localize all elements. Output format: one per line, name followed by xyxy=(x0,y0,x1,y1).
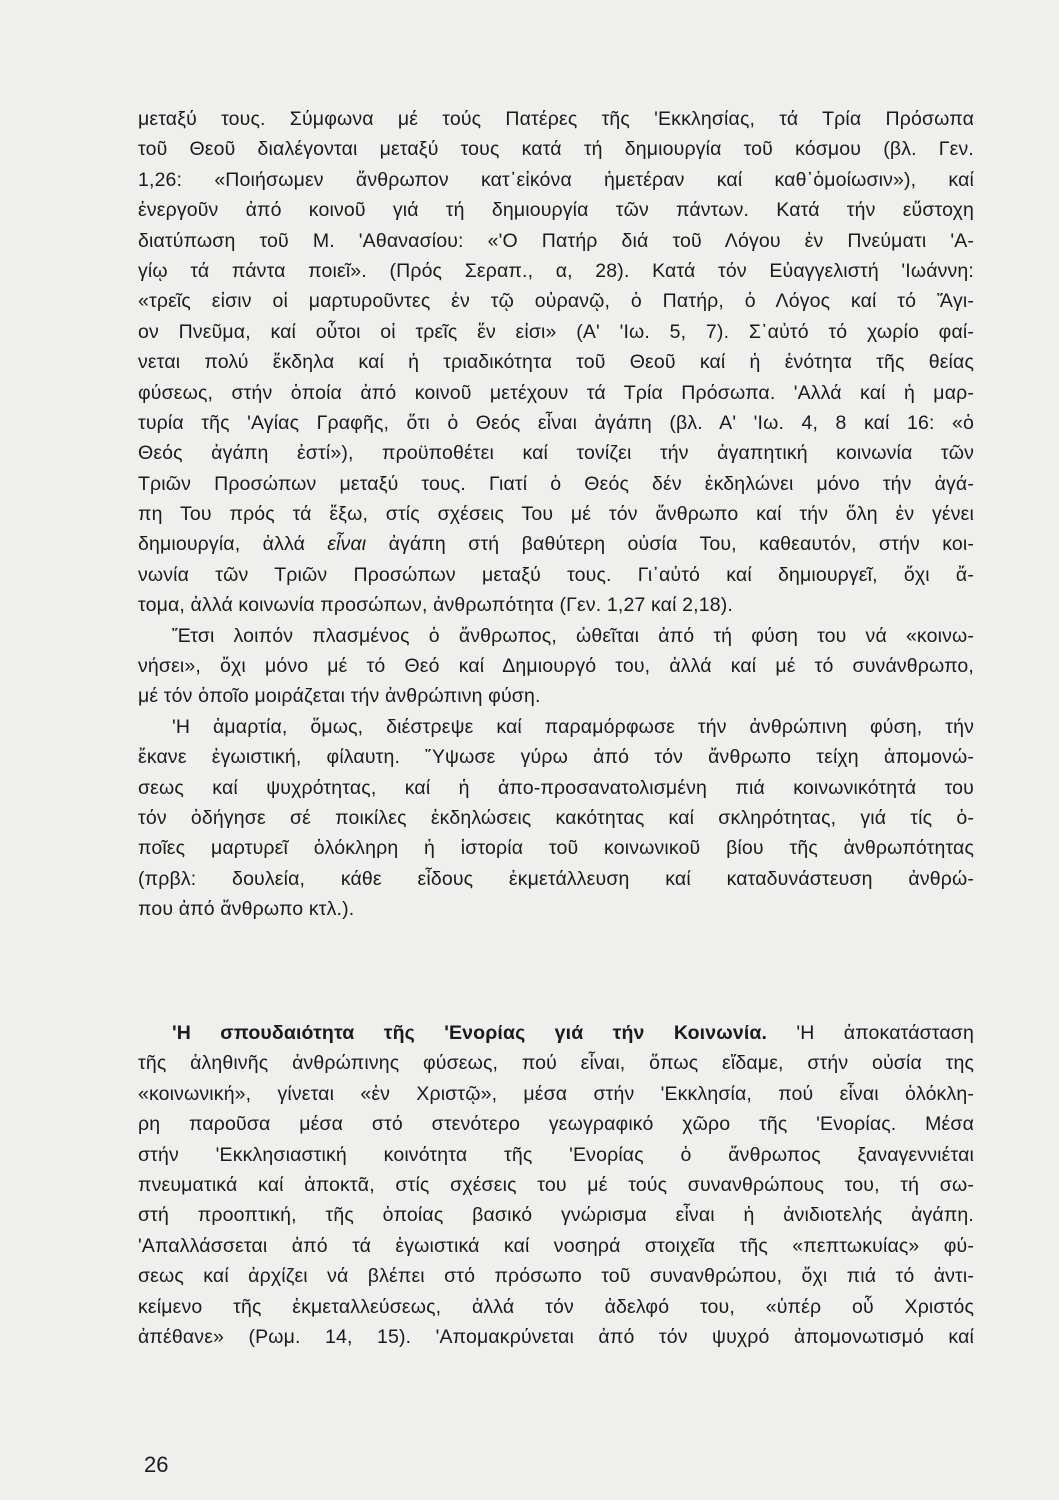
text-line: Τριῶν Προσώπων μεταξύ τους. Γιατί ὁ Θεός δέν ἐκδηλώνει μόνο τήν ἀγά- xyxy=(138,472,974,495)
text-line: ον Πνεῦμα, καί οὗτοι οἱ τρεῖς ἕν εἰσι» (Α' 'Ιω. 5, 7). Σ᾽αὐτό τό χωρίο φαί- xyxy=(138,320,974,343)
text-line: τομα, ἀλλά κοινωνία προσώπων, ἀνθρωπότητα (Γεν. 1,27 καί 2,18). xyxy=(138,594,733,617)
text-line: φύσεως, στήν ὁποία ἀπό κοινοῦ μετέχουν τά Τρία Πρόσωπα. 'Αλλά καί ἡ μαρ- xyxy=(138,381,974,404)
text-line-with-italic xyxy=(138,529,974,559)
text-line: που ἀπό ἄνθρωπο κτλ.). xyxy=(138,898,355,921)
section-heading: 'Η σπουδαιότητα τῆς 'Ενορίας γιά τήν Κοινωνία. xyxy=(172,1022,768,1044)
text-line: σεως καί ἀρχίζει νά βλέπει στό πρόσωπο τοῦ συνανθρώπου, ὄχι πιά τό ἀντι- xyxy=(138,1265,974,1288)
text-line: ἀπέθανε» (Ρωμ. 14, 15). 'Απομακρύνεται ἀπό τόν ψυχρό ἀπομονωτισμό καί xyxy=(138,1325,974,1348)
text-line: διατύπωση τοῦ Μ. 'Αθανασίου: «'Ο Πατήρ διά τοῦ Λόγου ἐν Πνεύματι 'Α- xyxy=(138,229,974,252)
text-line: ποῖες μαρτυρεῖ ὁλόκληρη ἡ ἱστορία τοῦ κοινωνικοῦ βίου τῆς ἀνθρωπότητας xyxy=(138,837,974,860)
section-text-block xyxy=(138,1018,974,1352)
text-line: τοῦ Θεοῦ διαλέγονται μεταξύ τους κατά τή δημιουργία τοῦ κόσμου (βλ. Γεν. xyxy=(138,138,974,161)
text-line: «κοινωνική», γίνεται «ἐν Χριστῷ», μέσα στήν 'Εκκλησία, πού εἶναι ὁλόκλη- xyxy=(138,1082,974,1105)
main-text-block xyxy=(138,104,974,925)
section-heading-line xyxy=(138,1018,974,1048)
text-line: (πρβλ: δουλεία, κάθε εἶδους ἐκμετάλλευση καί καταδυνάστευση ἀνθρώ- xyxy=(138,867,974,890)
text-line: κείμενο τῆς ἐκμεταλλεύσεως, ἀλλά τόν ἀδελφό του, «ὑπέρ οὗ Χριστός xyxy=(138,1295,974,1318)
text-line: Θεός ἀγάπη ἐστί»), προϋποθέτει καί τονίζει τήν ἀγαπητική κοινωνία τῶν xyxy=(138,442,974,465)
italic-word: εἶναι xyxy=(327,533,367,556)
text-line: νήσει», ὄχι μόνο μέ τό Θεό καί Δημιουργό του, ἀλλά καί μέ τό συνάνθρωπο, xyxy=(138,655,974,678)
text-line: ρη παροῦσα μέσα στό στενότερο γεωγραφικό χῶρο τῆς 'Ενορίας. Μέσα xyxy=(138,1113,974,1136)
text-line: σεως καί ψυχρότητας, καί ἡ ἀπο-προσανατολισμένη πιά κοινωνικότητά του xyxy=(138,776,974,799)
text-line: στή προοπτική, τῆς ὁποίας βασικό γνώρισμα εἶναι ἡ ἀνιδιοτελής ἀγάπη. xyxy=(138,1204,974,1227)
text-line: τῆς ἀληθινῆς ἀνθρώπινης φύσεως, πού εἶναι, ὅπως εἴδαμε, στήν οὐσία της xyxy=(138,1052,974,1075)
text-line: 'Απαλλάσσεται ἀπό τά ἐγωιστικά καί νοσηρά στοιχεῖα τῆς «πεπτωκυίας» φύ- xyxy=(138,1234,974,1257)
text-segment: ἀγάπη στή βαθύτερη οὐσία Του, καθεαυτόν, στήν κοι- xyxy=(366,533,974,556)
text-line: ἐνεργοῦν ἀπό κοινοῦ γιά τή δημιουργία τῶν πάντων. Κατά τήν εὔστοχη xyxy=(138,199,974,222)
text-line: «τρεῖς εἰσιν οἱ μαρτυροῦντες ἐν τῷ οὐρανῷ, ὁ Πατήρ, ὁ Λόγος καί τό Ἅγι- xyxy=(138,290,974,313)
text-line: ἔκανε ἐγωιστική, φίλαυτη. Ὕψωσε γύρω ἀπό τόν ἄνθρωπο τείχη ἀπομονώ- xyxy=(138,746,974,769)
text-line: τόν ὁδήγησε σέ ποικίλες ἐκδηλώσεις κακότητας καί σκληρότητας, γιά τίς ὁ- xyxy=(138,806,974,829)
text-line: 1,26: «Ποιήσωμεν ἄνθρωπον κατ᾽εἰκόνα ἡμετέραν καί καθ᾽ὁμοίωσιν»), καί xyxy=(138,168,974,191)
text-line: νωνία τῶν Τριῶν Προσώπων μεταξύ τους. Γι᾽αὐτό καί δημιουργεῖ, ὄχι ἄ- xyxy=(138,563,974,586)
text-line: πνευματικά καί ἀποκτᾶ, στίς σχέσεις του μέ τούς συνανθρώπους του, τή σω- xyxy=(138,1173,974,1196)
text-segment: δημιουργία, ἀλλά xyxy=(138,533,328,556)
text-line: νεται πολύ ἔκδηλα καί ἡ τριαδικότητα τοῦ Θεοῦ καί ἡ ἑνότητα τῆς θείας xyxy=(138,351,974,374)
text-segment: 'Η ἀποκατάσταση xyxy=(767,1022,974,1044)
text-line: στήν 'Εκκλησιαστική κοινότητα τῆς 'Ενορίας ὁ ἄνθρωπος ξαναγεννιέται xyxy=(138,1143,974,1166)
text-line: τυρία τῆς 'Αγίας Γραφῆς, ὅτι ὁ Θεός εἶναι ἀγάπη (βλ. Α' 'Ιω. 4, 8 καί 16: «ὁ xyxy=(138,411,974,434)
text-line: μεταξύ τους. Σύμφωνα μέ τούς Πατέρες τῆς 'Εκκλησίας, τά Τρία Πρόσωπα xyxy=(138,108,974,130)
text-line: μέ τόν ὁποῖο μοιράζεται τήν ἀνθρώπινη φύση. xyxy=(138,685,541,708)
text-line: 'Η ἁμαρτία, ὅμως, διέστρεψε καί παραμόρφωσε τήν ἀνθρώπινη φύση, τήν xyxy=(172,715,974,738)
text-line: γίῳ τά πάντα ποιεῖ». (Πρός Σεραπ., α, 28). Κατά τόν Εὐαγγελιστή 'Ιωάννη: xyxy=(138,259,974,282)
page-number: 26 xyxy=(144,1452,169,1477)
text-line: Ἔτσι λοιπόν πλασμένος ὁ ἄνθρωπος, ὠθεῖται ἀπό τή φύση του νά «κοινω- xyxy=(172,624,974,647)
text-line: πη Του πρός τά ἔξω, στίς σχέσεις Του μέ τόν ἄνθρωπο καί τήν ὅλη ἐν γένει xyxy=(138,503,974,526)
